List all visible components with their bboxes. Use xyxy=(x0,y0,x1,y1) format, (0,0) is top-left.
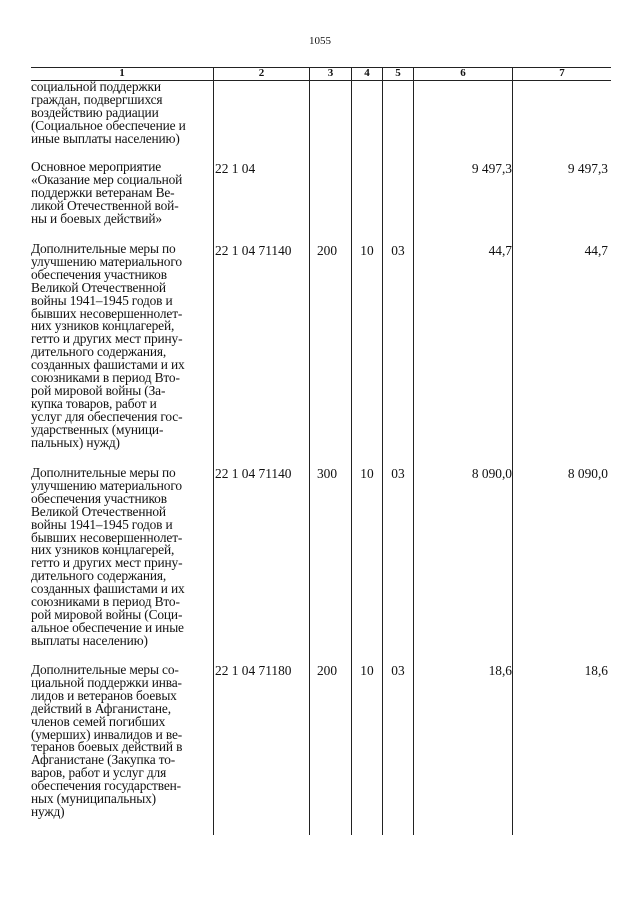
row-vr: 200 xyxy=(316,243,338,258)
row-vr: 200 xyxy=(316,663,338,678)
row-pr: 03 xyxy=(391,663,405,678)
row-sum-col7: 9 497,3 xyxy=(567,161,608,176)
row-vr: 300 xyxy=(316,466,338,481)
column-header-1: 1 xyxy=(119,67,125,79)
row-sum-col7: 18,6 xyxy=(584,663,608,678)
column-header-6: 6 xyxy=(460,67,466,79)
row-name: Основное мероприятие «Оказание мер социальной поддержки ветеранам Ве- ликой Отечественной вой- ны и боевых действий» xyxy=(31,159,183,226)
row-rz: 10 xyxy=(360,243,374,258)
row-name: Дополнительные меры по улучшению материального обеспечения участников Великой Отечественной войны 1941–1945 годов и бывших несовершеннолет- них узников концлагерей, гетто и других мест прину- дительного содержания, созданных фашистами и их союзниками в период Вто- рой мировой войны (За- купка товаров, работ и услуг для обеспечения гос- ударственных (муници- пальных) нужд) xyxy=(31,241,185,450)
column-header-3: 3 xyxy=(327,67,334,79)
row-rz: 10 xyxy=(360,663,374,678)
row-sum-col6: 18,6 xyxy=(488,663,512,678)
row-name: Дополнительные меры со- циальной поддержки инва- лидов и ветеранов боевых действий в Афганистане, членов семей погибших (умерших) инвалидов и ве- теранов боевых действий в Афганистане (Закупка то- варов, работ и услуг для обеспечения государствен- ных (муниципальных) нужд) xyxy=(31,662,183,819)
row-rz: 10 xyxy=(360,466,374,481)
column-divider xyxy=(382,67,383,835)
column-header-4: 4 xyxy=(364,67,370,79)
column-header-2: 2 xyxy=(258,67,265,79)
column-divider xyxy=(351,67,352,835)
row-sum-col6: 44,7 xyxy=(488,243,512,258)
column-header-7: 7 xyxy=(559,67,565,79)
row-pr: 03 xyxy=(391,466,405,481)
page-number: 1055 xyxy=(309,35,331,47)
column-divider xyxy=(512,67,513,835)
row-code: 22 1 04 71140 xyxy=(215,243,292,258)
row-name: социальной поддержки граждан, подвергшихся воздействию радиации (Социальное обеспечение и иные выплаты населению) xyxy=(31,79,186,146)
row-code: 22 1 04 71180 xyxy=(215,663,292,678)
row-code: 22 1 04 xyxy=(215,161,256,176)
row-sum-col7: 44,7 xyxy=(584,243,608,258)
row-pr: 03 xyxy=(391,243,405,258)
row-code: 22 1 04 71140 xyxy=(215,466,292,481)
column-divider xyxy=(413,67,414,835)
row-sum-col6: 8 090,0 xyxy=(471,466,512,481)
column-divider xyxy=(309,67,310,835)
row-sum-col6: 9 497,3 xyxy=(471,161,512,176)
column-header-5: 5 xyxy=(395,67,401,79)
row-name: Дополнительные меры по улучшению материального обеспечения участников Великой Отечественной войны 1941–1945 годов и бывших несовершеннолет- них узников концлагерей, гетто и других мест прину- дительного содержания, созданных фашистами и их союзниками в период Вто- рой мировой войны (Соци- альное обеспечение и иные выплаты населению) xyxy=(31,465,185,648)
row-sum-col7: 8 090,0 xyxy=(567,466,608,481)
